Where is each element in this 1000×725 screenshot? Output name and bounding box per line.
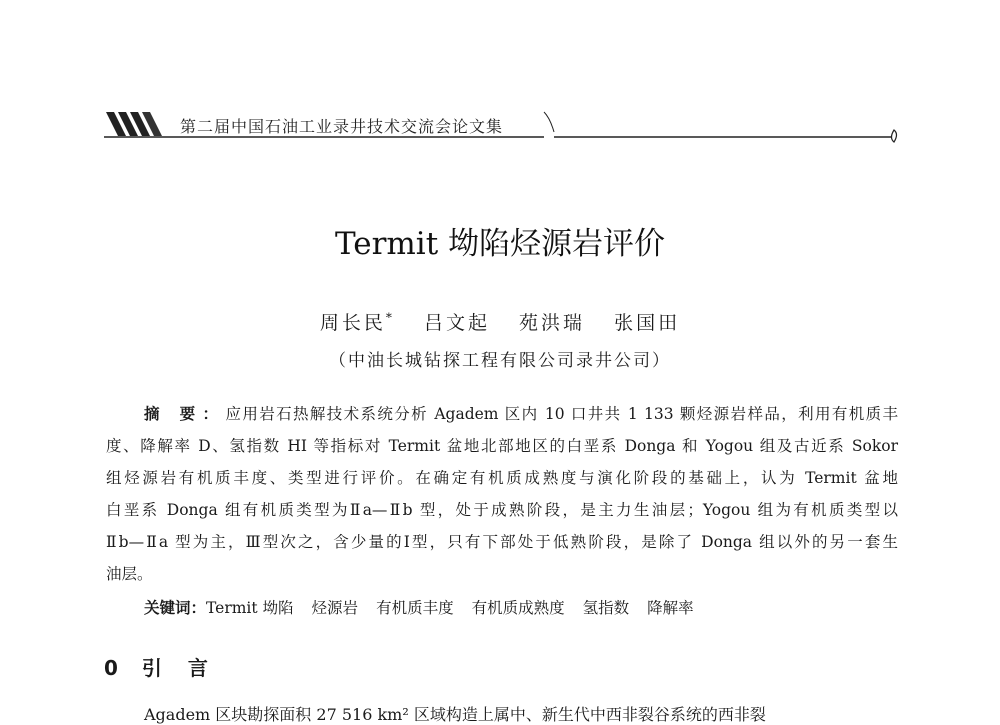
- keyword: 烃源岩: [311, 599, 359, 617]
- section-heading: [104, 652, 234, 681]
- abstract-line: 摘 要：应用岩石热解技术系统分析 Agadem 区内 10 口井共 1 133 颗烃源岩样品，利用有机质丰: [144, 405, 899, 423]
- section-number: 0: [104, 656, 120, 680]
- abstract-line: Ⅱb—Ⅱa 型为主，Ⅲ型次之，含少量的Ⅰ型，只有下部处于低熟阶段，是除了 Donga 组以外的另一套生: [106, 533, 898, 551]
- paper-title: Termit 坳陷烃源岩评价: [334, 226, 666, 262]
- corresponding-mark: *: [385, 310, 395, 325]
- abstract-line: 度、降解率 D、氢指数 HI 等指标对 Termit 盆地北部地区的白垩系 Donga 和 Yogou 组及古近系 Sokor: [106, 437, 898, 455]
- section-title: 引言: [141, 656, 234, 680]
- author-name: 苑洪瑞: [519, 312, 586, 334]
- keyword: 有机质成熟度: [471, 599, 565, 617]
- author-name: 周长民*: [319, 310, 395, 334]
- affiliation: （中油长城钻探工程有限公司录井公司）: [329, 351, 671, 371]
- keyword: Termit 坳陷: [206, 599, 294, 617]
- abstract: [106, 398, 898, 590]
- running-header: [104, 108, 904, 144]
- body-paragraph: Agadem 区块勘探面积 27 516 km² 区域构造上属中、新生代中西非裂谷系统的西非裂: [144, 705, 766, 724]
- keywords-label: 关键词：: [144, 599, 207, 617]
- abstract-line: 组烃源岩有机质丰度、类型进行评价。在确定有机质成熟度与演化阶段的基础上，认为 Termit 盆地: [106, 469, 898, 487]
- header-title: 第二届中国石油工业录井技术交流会论文集: [180, 117, 504, 136]
- keyword: 氢指数: [582, 599, 630, 617]
- keywords: [144, 596, 712, 618]
- author-list: [0, 308, 1000, 335]
- keyword: 有机质丰度: [376, 599, 454, 617]
- keyword: 降解率: [647, 599, 694, 617]
- author-name: 张国田: [614, 312, 681, 334]
- abstract-label: 摘 要：: [144, 405, 226, 423]
- abstract-line: 油层。: [106, 565, 153, 583]
- author-name: 吕文起: [423, 312, 490, 334]
- abstract-line: 白垩系 Donga 组有机质类型为Ⅱa—Ⅱb 型，处于成熟阶段，是主力生油层；Yogou 组为有机质类型以: [106, 501, 898, 519]
